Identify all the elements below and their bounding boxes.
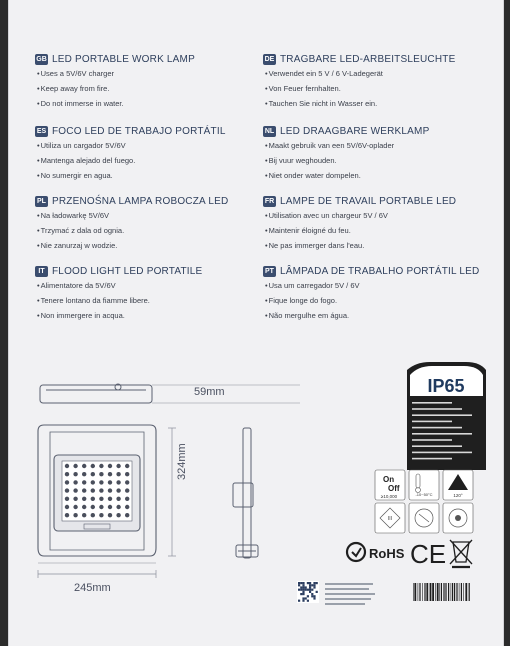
qr-module [307,589,309,591]
barcode-bar [448,583,449,601]
onoff-cycles-icon [375,470,405,500]
qr-module [302,597,304,599]
led-dot [125,505,129,509]
section-title-de: TRAGBARE LED-ARBEITSLEUCHTE [280,53,456,65]
qr-module [300,593,302,595]
led-dot [99,505,103,509]
led-dot [108,497,112,501]
lang-badge-de: DE [264,55,275,63]
led-dot [125,464,129,468]
qr-module [311,589,313,591]
qr-module [311,593,313,595]
led-dot [125,480,129,484]
beam-angle-icon [443,470,473,500]
qr-module [313,595,315,597]
led-dot [125,497,129,501]
it-line-3: • Non immergere in acqua. [35,308,202,323]
led-dot [73,497,77,501]
section-title-pl: PRZENOŚNA LAMPA ROBOCZA LED [52,195,229,207]
qr-module [302,589,304,591]
ip-description-line [412,458,452,460]
qr-module [305,597,307,599]
led-dot [116,464,120,468]
pl-line-2: • Trzymać z dala od ognia. [35,223,228,238]
lang-badge-es: ES [36,127,47,135]
lang-badge-nl: NL [264,127,275,135]
section-title-it: FLOOD LIGHT LED PORTATILE [52,265,203,277]
qr-module [298,589,300,591]
qr-module [311,595,313,597]
led-dot [65,513,69,517]
barcode-bar [457,583,458,601]
qr-module [309,589,311,591]
led-dot [73,472,77,476]
section-title-pt: LÂMPADA DE TRABALHO PORTÁTIL LED [280,265,480,277]
led-dot [91,513,95,517]
qr-module [313,582,315,584]
beam-angle-label: 120° [453,493,463,498]
lamp-top-view [40,384,300,403]
barcode-bar [451,583,452,601]
qr-module [302,586,304,588]
barcode-bar [443,583,444,601]
nl-line-3: • Niet onder water dompelen. [263,168,429,183]
qr-module [309,586,311,588]
onoff-cycles: ≥10,000 [380,494,398,499]
lang-badge-fr: FR [264,197,275,205]
led-dot [108,488,112,492]
lang-badge-pt: PT [263,266,276,277]
qr-module [300,589,302,591]
ip-description-line [412,427,462,429]
barcode-bar [469,583,470,601]
fr-line-1: • Utilisation avec un chargeur 5V / 6V [263,208,456,223]
qr-module [307,582,309,584]
qr-module [302,593,304,595]
temp-range-label: -10~50°C [415,492,433,497]
barcode-bar [418,583,419,601]
width-dimension: 245mm [74,582,111,594]
led-dot [108,464,112,468]
ip-description-line [412,402,452,404]
barcode-bar [461,583,462,601]
qr-module [298,582,300,584]
led-dot [91,488,95,492]
rohs-mark [347,543,405,561]
ip65-badge [407,362,486,470]
led-dot [99,513,103,517]
led-dot [91,464,95,468]
led-dot [82,497,86,501]
qr-module [300,586,302,588]
barcode-bar [439,583,440,601]
led-dot [108,505,112,509]
section-title-gb: LED PORTABLE WORK LAMP [52,53,195,65]
depth-dimension: 59mm [194,386,225,398]
barcode-bar [435,583,436,601]
pl-line-3: • Nie zanurzaj w wodzie. [35,238,228,253]
barcode-bar [413,583,414,601]
qr-module [311,584,313,586]
ip-description-line [412,414,472,416]
led-dot [73,488,77,492]
led-dot [73,480,77,484]
qr-module [307,595,309,597]
barcode-bar [441,583,442,601]
led-dot [65,480,69,484]
led-dot [82,480,86,484]
barcode-bar [420,583,421,601]
led-dot [108,513,112,517]
led-dot [116,497,120,501]
led-dot [73,464,77,468]
ip65-label: IP65 [427,376,465,396]
led-dot [65,505,69,509]
ip-description-line [412,433,472,435]
led-dot [91,472,95,476]
onoff-line2: Off [388,484,400,493]
ip-description-line [412,421,452,423]
pt-line-2: • Fique longe do fogo. [263,293,479,308]
barcode-bar [465,583,467,601]
distance-icon [443,503,473,533]
qr-module [298,600,300,602]
gb-line-2: • Keep away from fire. [35,81,195,96]
qr-module [316,591,318,593]
es-line-3: • No sumergir en agua. [35,168,226,183]
led-dot [91,480,95,484]
it-line-2: • Tenere lontano da fiamme libere. [35,293,202,308]
barcode-bar [437,583,439,601]
lamp-direction-icon [409,503,439,533]
led-dot [82,464,86,468]
led-dot [99,472,103,476]
led-dot [116,488,120,492]
qr-module [302,584,304,586]
qr-code [297,581,319,603]
barcode-bar [456,583,457,601]
led-dot [125,513,129,517]
gb-line-3: • Do not immerse in water. [35,96,195,111]
qr-module [298,584,300,586]
led-dot [125,488,129,492]
led-dot [73,505,77,509]
qr-module [302,582,304,584]
gb-line-1: • Uses a 5V/6V charger [35,66,195,81]
barcode-bar [445,583,446,601]
led-dot [65,497,69,501]
led-dot [116,480,120,484]
de-line-2: • Von Feuer fernhalten. [263,81,455,96]
led-dot [82,488,86,492]
onoff-line1: On [383,475,395,484]
barcode-bar [459,583,460,601]
pl-line-1: • Na ładowarkę 5V/6V [35,208,228,223]
barcode-bar [424,583,425,601]
barcode-bar [414,583,416,601]
manufacturer-address [325,583,375,605]
ip-description-line [412,452,472,454]
ip-description-line [412,445,462,447]
led-dot [125,472,129,476]
barcode-bar [432,583,434,601]
led-dot [65,488,69,492]
qr-module [302,600,304,602]
barcode-bar [452,583,453,601]
nl-line-1: • Maakt gebruik van een 5V/6V-oplader [263,138,429,153]
led-dot [91,497,95,501]
height-dimension: 324mm [176,443,188,480]
qr-module [302,591,304,593]
fr-line-3: • Ne pas immerger dans l'eau. [263,238,456,253]
led-dot [82,472,86,476]
section-title-es: FOCO LED DE TRABAJO PORTÁTIL [52,125,226,137]
de-line-3: • Tauchen Sie nicht in Wasser ein. [263,96,455,111]
de-line-1: • Verwendet ein 5 V / 6 V-Ladegerät [263,66,455,81]
barcode-bar [426,583,428,601]
led-dot [116,513,120,517]
qr-module [316,582,318,584]
lang-badge-pl: PL [35,196,48,207]
lang-badge-gb: GB [36,55,47,63]
es-line-2: • Mantenga alejado del fuego. [35,153,226,168]
led-dot [99,480,103,484]
section-title-nl: LED DRAAGBARE WERKLAMP [280,125,430,137]
qr-module [313,584,315,586]
barcode-bar [430,583,432,601]
qr-module [309,582,311,584]
es-line-1: • Utiliza un cargador 5V/6V [35,138,226,153]
pt-line-1: • Usa um carregador 5V / 6V [263,278,479,293]
qr-module [313,586,315,588]
rohs-label: RoHS [369,546,405,561]
svg-text:III: III [387,516,393,522]
qr-module [313,597,315,599]
qr-module [309,584,311,586]
led-dot [116,472,120,476]
barcode-bar [454,583,455,601]
led-dot [99,488,103,492]
qr-module [300,582,302,584]
led-dot [108,480,112,484]
lamp-front-view [38,425,156,563]
barcode-bar [419,583,420,601]
barcode [413,583,470,601]
lamp-side-view [233,428,258,558]
class-iii-icon [375,503,405,533]
qr-module [305,586,307,588]
led-dot [108,472,112,476]
led-dot [65,464,69,468]
it-line-1: • Alimentatore da 5V/6V [35,278,202,293]
qr-module [307,600,309,602]
qr-module [309,591,311,593]
section-title-fr: LAMPE DE TRAVAIL PORTABLE LED [280,195,457,207]
led-dot [82,505,86,509]
barcode-bar [422,583,423,601]
led-dot [99,464,103,468]
led-dot [82,513,86,517]
pt-line-3: • Não mergulhe em água. [263,308,479,323]
lang-badge-it: IT [35,266,48,277]
fr-line-2: • Maintenir éloigné du feu. [263,223,456,238]
nl-line-2: • Bij vuur weghouden. [263,153,429,168]
led-dot [116,505,120,509]
ip-description-line [412,408,462,410]
weee-bin-icon [450,540,472,567]
led-dot [99,497,103,501]
qr-module [305,589,307,591]
ip-description-line [412,439,452,441]
led-dot [91,505,95,509]
led-dot [73,513,77,517]
barcode-bar [463,583,464,601]
ce-mark: CE [410,539,447,569]
led-dot [65,472,69,476]
temperature-range-icon [409,470,439,500]
